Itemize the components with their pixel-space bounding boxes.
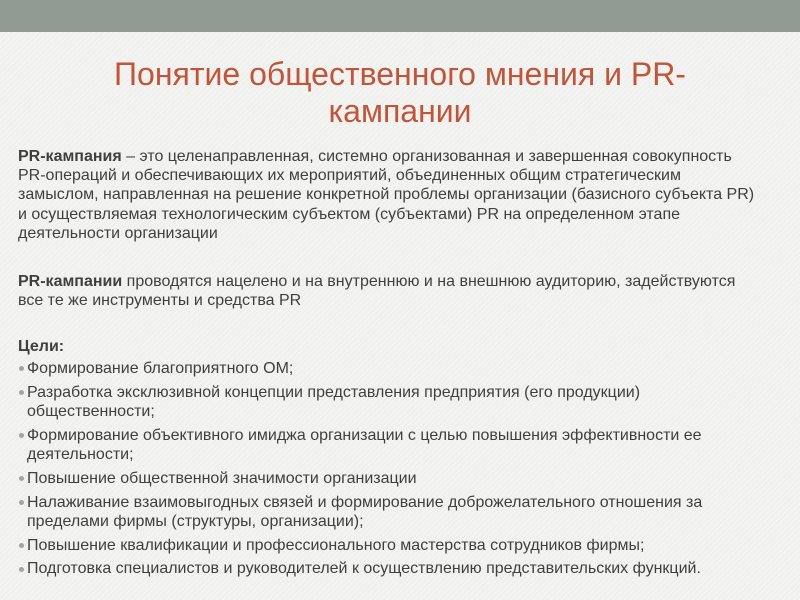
- list-item-line: общественности;: [27, 403, 155, 420]
- list-item: [18, 359, 702, 378]
- goals-heading: Цели:: [18, 338, 65, 355]
- definition-line: замыслом, направленная на решение конкретной проблемы организации (базисного субъекта PR): [18, 186, 755, 204]
- list-item-line: Разработка эксклюзивной концепции представления предприятия (его продукции): [27, 383, 641, 401]
- audience-text: проводятся нацелено и на внутреннюю и на внешнюю аудиторию, задействуются: [126, 273, 736, 290]
- definition-term: PR-кампания: [18, 148, 122, 165]
- definition-line: деятельности организации: [18, 224, 218, 242]
- title-line: Понятие общественного мнения и PR-: [114, 56, 686, 92]
- list-item-line: Формирование объективного имиджа организации с целью повышения эффективности ее: [27, 426, 702, 444]
- list-item-line: Подготовка специалистов и руководителей к осуществлению представительских функций.: [27, 560, 701, 578]
- goals-list: [18, 359, 702, 579]
- audience-paragraph: [18, 272, 735, 310]
- list-item-line: Налаживание взаимовыгодных связей и формирование доброжелательного отношения за: [27, 493, 703, 511]
- slide-title: [0, 56, 800, 130]
- bullet-icon: [19, 500, 24, 505]
- definition-line: [18, 147, 754, 166]
- bullet-icon: [19, 567, 24, 572]
- list-item: [18, 559, 702, 578]
- bullet-icon: [19, 476, 24, 481]
- list-item: [18, 493, 702, 531]
- list-item: [18, 536, 702, 555]
- definition-line: и осуществляемая технологическим субъектом (субъектами) PR на определенном этапе: [18, 205, 681, 223]
- bullet-icon: [19, 366, 24, 371]
- definition-text: – это целенаправленная, системно организованная и завершенная совокупность: [126, 148, 732, 165]
- definition-paragraph: [18, 147, 754, 243]
- list-item: [18, 469, 702, 488]
- list-item-line: Повышение квалификации и профессионального мастерства сотрудников фирмы;: [27, 536, 645, 554]
- audience-line: [18, 272, 735, 291]
- bullet-icon: [19, 543, 24, 548]
- bullet-icon: [19, 390, 24, 395]
- bullet-icon: [19, 433, 24, 438]
- definition-line: PR-операций и обеспечивающих их мероприятий, объединенных общим стратегическим: [18, 167, 681, 185]
- list-item-line: Повышение общественной значимости организации: [27, 469, 417, 487]
- list-item: [18, 383, 702, 421]
- list-item-line: деятельности;: [27, 446, 134, 463]
- header-bar: [0, 0, 800, 32]
- audience-line: все те же инструменты и средства PR: [18, 292, 302, 310]
- list-item-line: Формирование благоприятного ОМ;: [27, 360, 294, 377]
- list-item-line: пределами фирмы (структуры, организации);: [27, 512, 364, 530]
- title-line: кампании: [328, 93, 472, 129]
- list-item: [18, 426, 702, 464]
- audience-term: PR-кампании: [18, 273, 123, 290]
